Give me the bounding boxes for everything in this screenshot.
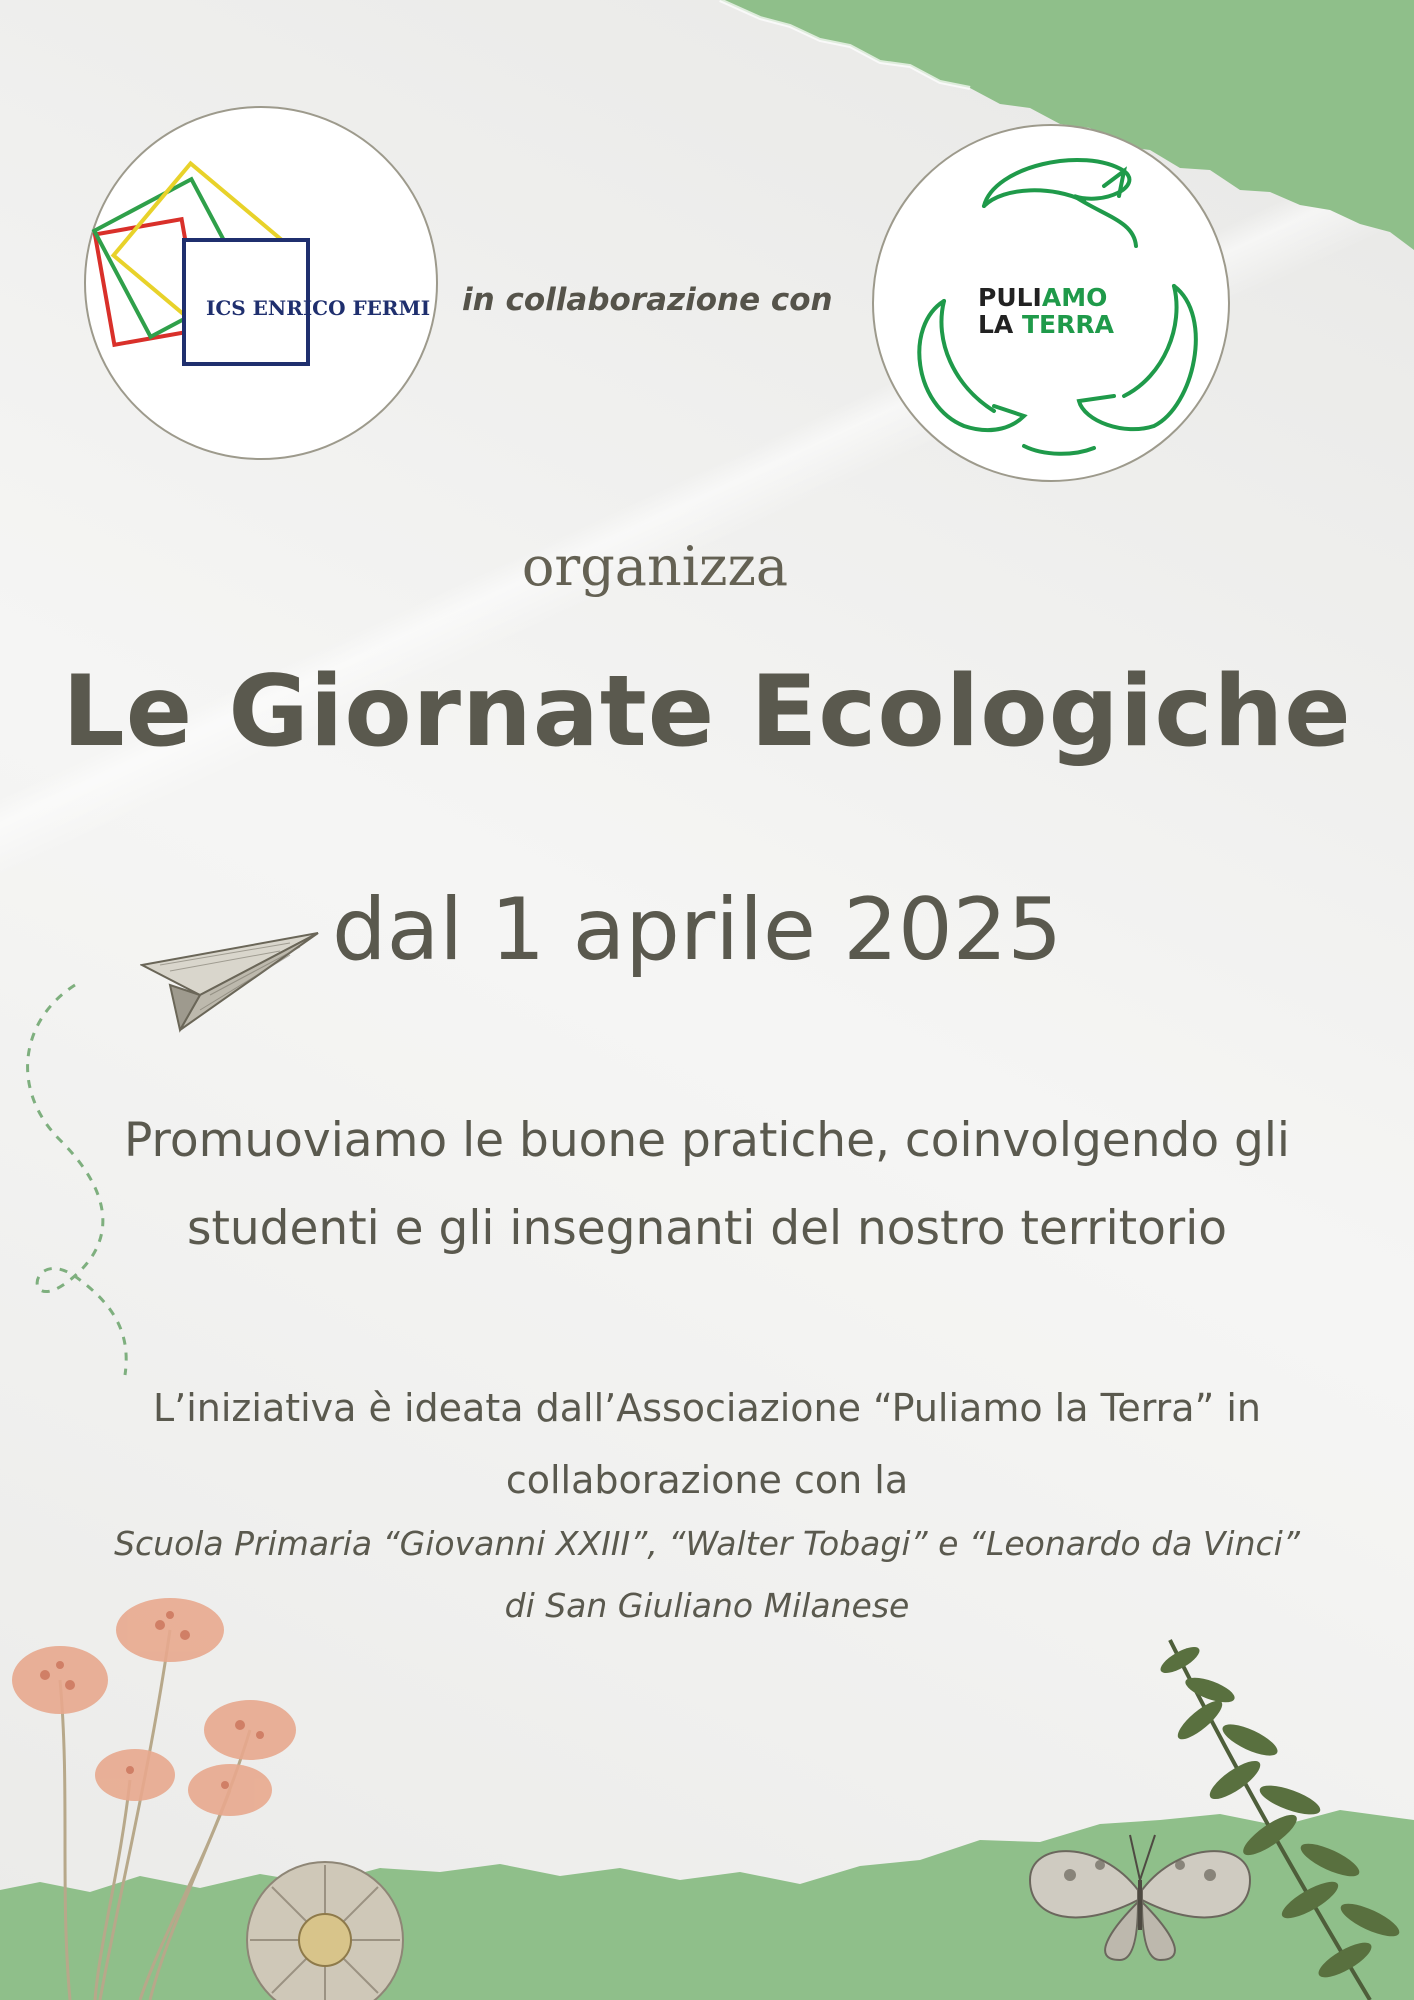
info-line-2: collaborazione con la xyxy=(505,1458,909,1502)
plt-line1-b: AMO xyxy=(1041,283,1108,312)
schools-line-2: di San Giuliano Milanese xyxy=(504,1586,910,1625)
schools-line-1: Scuola Primaria “Giovanni XXIII”, “Walter Tobagi” e “Leonardo da Vinci” xyxy=(114,1524,1300,1563)
ics-name-text: ICS ENRICO FERMI xyxy=(206,296,431,320)
collaboration-text: in collaborazione con xyxy=(462,282,833,318)
organizza-text: organizza xyxy=(521,535,789,598)
promo-text xyxy=(0,1097,1414,1273)
schools-text xyxy=(0,1513,1414,1637)
ics-enrico-fermi-logo xyxy=(84,106,438,460)
initiative-info xyxy=(0,1372,1414,1516)
plt-line2-b: TERRA xyxy=(1021,310,1114,339)
promo-line-1: Promuoviamo le buone pratiche, coinvolgendo gli xyxy=(124,1113,1290,1168)
info-line-1: L’iniziativa è ideata dall’Associazione “Puliamo la Terra” in xyxy=(152,1386,1261,1430)
event-date: dal 1 aprile 2025 xyxy=(332,880,1063,980)
puliamo-la-terra-wordmark xyxy=(978,284,1138,338)
event-title: Le Giornate Ecologiche xyxy=(62,655,1352,769)
plt-line2-a: LA xyxy=(978,310,1022,339)
plt-line1-a: PULI xyxy=(978,283,1042,312)
promo-line-2: studenti e gli insegnanti del nostro territorio xyxy=(186,1201,1228,1256)
puliamo-la-terra-logo xyxy=(872,124,1230,482)
